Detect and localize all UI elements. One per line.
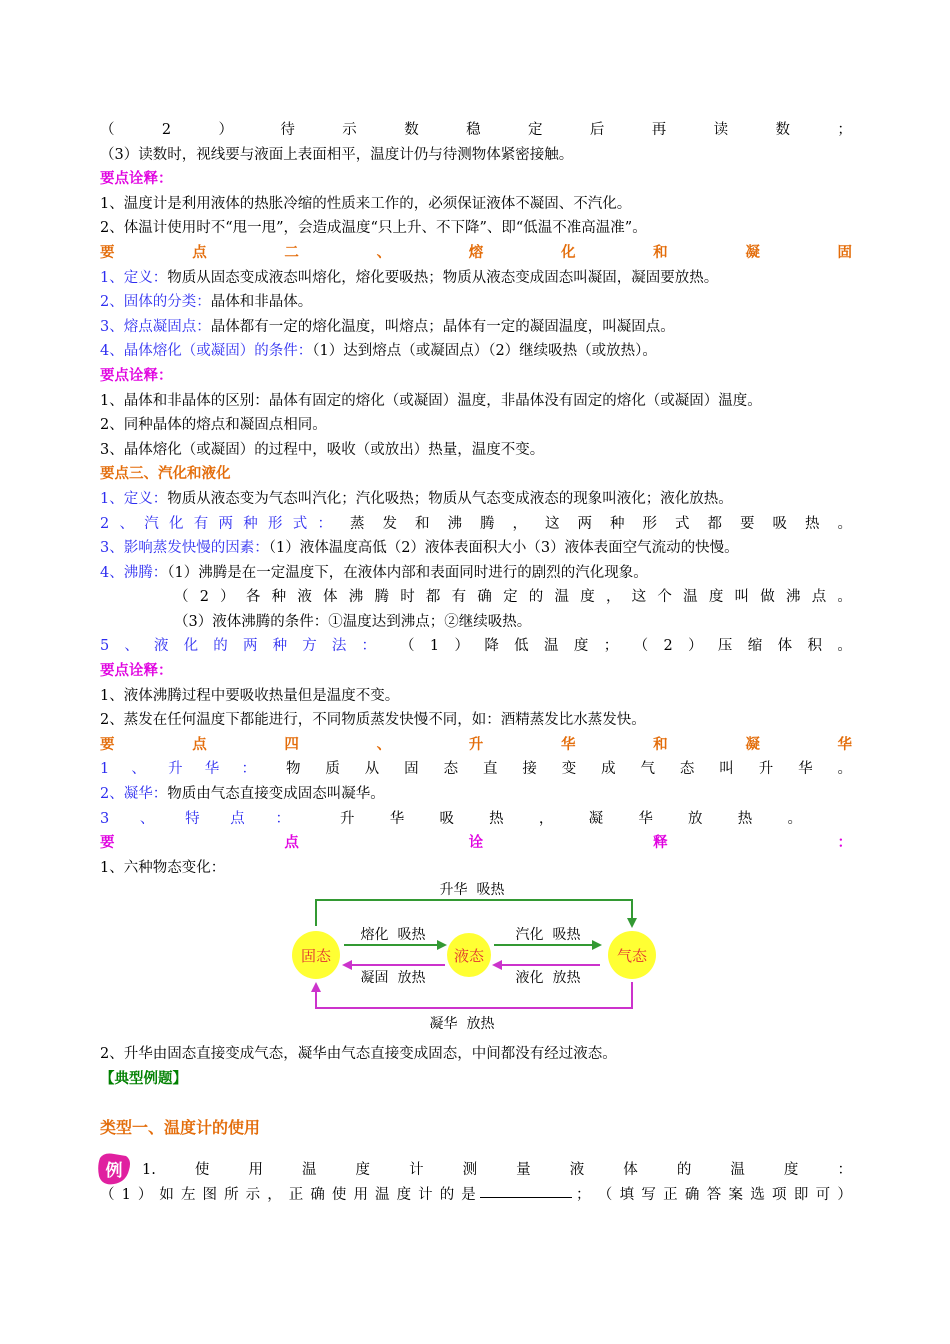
glyph: 种 [272, 638, 288, 655]
text-evap-factors: （1）液体温度高低（2）液体表面积大小（3）液体表面空气流动的快慢。 [268, 540, 739, 557]
glyph: 升 [468, 736, 484, 753]
glyph: 华 [798, 761, 813, 778]
glyph: 。 [787, 810, 802, 827]
glyph: ； [603, 638, 619, 655]
glyph: 使 [331, 1186, 347, 1203]
glyph: ） [220, 589, 235, 606]
glyph: 物 [286, 761, 301, 778]
glyph: 各 [245, 589, 261, 606]
glyph: 华 [389, 810, 405, 827]
glyph: 可 [815, 1186, 831, 1203]
glyph: 和 [653, 244, 668, 261]
glyph: 点 [284, 835, 299, 852]
glyph: 1 [100, 761, 110, 778]
glyph: 液 [569, 1162, 585, 1179]
glyph: 液 [154, 638, 169, 655]
line-two-forms [100, 512, 852, 537]
heading-key-explanation-1: 要点诠释： [100, 171, 173, 188]
glyph: 沸 [785, 589, 801, 606]
glyph: 5 [100, 638, 110, 655]
glyph: 化 [183, 638, 199, 655]
glyph: （ [100, 1186, 115, 1203]
glyph: 度 [708, 589, 724, 606]
glyph: 稳 [466, 122, 481, 138]
line-characteristics [100, 807, 852, 832]
glyph: 低 [514, 638, 529, 655]
glyph: 方 [302, 638, 317, 655]
glyph: 温 [375, 1186, 390, 1203]
glyph: ， [512, 515, 527, 532]
line-deposition [100, 782, 852, 807]
glyph: ） [454, 638, 469, 655]
line-sublimation [100, 757, 852, 782]
glyph: 态 [679, 761, 695, 778]
glyph: 种 [610, 515, 625, 532]
text-solid-class: 晶体和非晶体。 [210, 294, 313, 311]
glyph: 温 [301, 1162, 317, 1179]
label-vapor-definition: 1、定义： [100, 490, 168, 507]
glyph: 放 [688, 810, 703, 827]
glyph: 华 [837, 736, 852, 753]
glyph: 使 [194, 1162, 210, 1179]
heading-point-three: 要点三、汽化和液化 [100, 466, 231, 483]
glyph: 特 [185, 810, 200, 827]
line-boiling [100, 561, 852, 586]
glyph: 计 [418, 1186, 433, 1203]
glyph: 有 [451, 589, 467, 606]
glyph: 的 [528, 589, 544, 606]
text-example-part1-a [100, 1183, 476, 1208]
glyph: 1 [429, 638, 440, 655]
glyph: 直 [482, 761, 498, 778]
glyph: 体 [323, 589, 338, 606]
example-badge-label: 例 [105, 1161, 123, 1182]
line-clinical-thermometer: 2、体温计使用时不“甩一甩”，会造成温度“只上升、不下降”、即“低温不准高温准”。 [100, 220, 647, 237]
line-crystal-process: 3、晶体熔化（或凝固）的过程中，吸收（或放出）热量，温度不变。 [100, 441, 545, 458]
glyph: （ [174, 589, 189, 606]
label-characteristics [100, 807, 290, 832]
label-two-forms [100, 512, 332, 537]
glyph: 温 [730, 1162, 745, 1179]
glyph: 填 [619, 1186, 635, 1203]
glyph: （ [633, 638, 649, 655]
glyph: 度 [573, 638, 589, 655]
line-melting-point [100, 315, 852, 340]
glyph: 有 [193, 515, 209, 532]
glyph: 这 [545, 515, 560, 532]
glyph: 温 [683, 589, 698, 606]
glyph: 两 [577, 515, 592, 532]
glyph: 。 [837, 761, 852, 778]
glyph: ： [361, 638, 376, 655]
glyph: ， [538, 810, 554, 827]
glyph: 这 [631, 589, 647, 606]
glyph: 成 [601, 761, 616, 778]
glyph: 、 [376, 244, 392, 261]
glyph: 个 [657, 589, 672, 606]
glyph: 用 [353, 1186, 368, 1203]
melting-label: 熔化 吸热 [360, 927, 426, 944]
glyph: 、 [124, 638, 139, 655]
glyph: 即 [793, 1186, 809, 1203]
glyph: ； [837, 122, 852, 138]
text-vapor-definition: 物质从液态变为气态叫汽化；汽化吸热；物质从气态变成液态的现象叫液化；液化放热。 [167, 490, 733, 507]
glyph: ， [267, 1186, 282, 1203]
line-read-after-stable [100, 118, 852, 143]
label-definition: 1、定义： [100, 269, 168, 286]
glyph: 1 [121, 1186, 131, 1203]
line-crystal-difference: 1、晶体和非晶体的区别：晶体有固定的熔化（或凝固）温度，非晶体没有固定的熔化（或凝固）温度。 [100, 392, 762, 409]
gas-label: 气态 [616, 947, 648, 966]
sublimation-arrow [316, 900, 632, 926]
glyph: （ [597, 1186, 613, 1203]
text-sublimation [286, 757, 852, 782]
glyph: ： [275, 810, 290, 827]
glyph: 华 [638, 810, 653, 827]
line-boiling-condition: （3）液体沸腾的条件：①温度达到沸点；②继续吸热。 [174, 613, 532, 630]
glyph: ： [837, 1162, 852, 1179]
glyph: 的 [213, 638, 228, 655]
glyph: ： [241, 761, 256, 778]
glyph: ） [688, 638, 703, 655]
glyph: 蒸 [350, 515, 365, 532]
glyph: 做 [760, 589, 775, 606]
glyph: 要 [740, 515, 755, 532]
spacer [100, 1092, 852, 1116]
glyph: 升 [168, 761, 183, 778]
glyph: 。 [837, 515, 852, 532]
glyph: 计 [409, 1162, 424, 1179]
glyph: 法 [331, 638, 347, 655]
glyph: ） [137, 1186, 153, 1203]
line-six-changes: 1、六种物态变化： [100, 859, 226, 876]
glyph: 态 [443, 761, 459, 778]
glyph: 点 [811, 589, 827, 606]
glyph: 温 [544, 638, 559, 655]
glyph: 都 [707, 515, 722, 532]
glyph: 吸 [439, 810, 454, 827]
glyph: 式 [292, 515, 308, 532]
glyph: 都 [425, 589, 441, 606]
glyph: 2 [100, 515, 110, 532]
glyph: 时 [400, 589, 415, 606]
heading-typical-examples: 【典型例题】 [100, 1071, 187, 1087]
glyph: ： [317, 515, 332, 532]
glyph: 选 [750, 1186, 765, 1203]
glyph: ： [837, 835, 852, 852]
glyph: 固 [404, 761, 419, 778]
glyph: （ [100, 122, 115, 138]
glyph: 图 [202, 1186, 218, 1203]
glyph: 1. [142, 1162, 156, 1179]
text-example-part1-b [576, 1183, 852, 1208]
glyph: 释 [653, 835, 668, 852]
text-characteristics [340, 807, 852, 832]
spacer-2 [100, 1140, 852, 1158]
glyph: 升 [340, 810, 355, 827]
glyph: 和 [653, 736, 668, 753]
glyph: 固 [837, 244, 852, 261]
glyph: 熔 [468, 244, 484, 261]
glyph: ） [218, 122, 234, 138]
glyph: 凝 [745, 736, 760, 753]
glyph: 吸 [772, 515, 787, 532]
glyph: 沸 [348, 589, 364, 606]
line-thermometer-principle: 1、温度计是利用液体的热胀冷缩的性质来工作的，必须保证液体不凝固、不汽化。 [100, 195, 632, 212]
glyph: 热 [805, 515, 820, 532]
glyph: 华 [560, 736, 576, 753]
glyph: 示 [245, 1186, 261, 1203]
glyph: 二 [284, 244, 299, 261]
glyph: 点 [230, 810, 245, 827]
glyph: 种 [243, 515, 258, 532]
heading-point-four [100, 733, 852, 758]
glyph: 3 [100, 810, 110, 827]
glyph: 。 [837, 589, 852, 606]
glyph: 两 [218, 515, 233, 532]
glyph: 要 [100, 736, 115, 753]
glyph: 发 [382, 515, 397, 532]
label-liquefy-methods [100, 634, 376, 659]
glyph: 量 [516, 1162, 531, 1179]
glyph: 确 [684, 1186, 700, 1203]
glyph: 热 [737, 810, 753, 827]
glyph: 腾 [480, 515, 495, 532]
glyph: 气 [640, 761, 656, 778]
glyph: 式 [675, 515, 690, 532]
line-same-crystal: 2、同种晶体的熔点和凝固点相同。 [100, 417, 327, 434]
glyph: ， [605, 589, 621, 606]
glyph: 热 [489, 810, 504, 827]
glyph: 温 [554, 589, 570, 606]
glyph: ； [576, 1186, 591, 1203]
glyph: 确 [310, 1186, 325, 1203]
glyph: 接 [522, 761, 537, 778]
line-example-part1 [100, 1183, 852, 1208]
text-two-forms [350, 512, 852, 537]
glyph: 。 [837, 638, 852, 655]
glyph: 两 [242, 638, 258, 655]
vaporization-label: 汽化 吸热 [515, 927, 581, 944]
heading-key-explanation-4 [100, 831, 852, 856]
line-reading-rule: （3）读数时，视线要与液面上表面相平，温度计仍与待测物体紧密接触。 [100, 146, 574, 163]
glyph: 点 [192, 244, 207, 261]
glyph: 度 [355, 1162, 371, 1179]
text-deposition: 物质由气态直接变成固态叫凝华。 [167, 786, 385, 803]
glyph: 降 [484, 638, 499, 655]
line-sublimation-note: 2、升华由固态直接变成气态，凝华由气态直接变成固态，中间都没有经过液态。 [100, 1046, 617, 1063]
glyph: 化 [560, 244, 576, 261]
glyph: 华 [204, 761, 220, 778]
glyph: 如 [159, 1186, 174, 1203]
glyph: 项 [772, 1186, 787, 1203]
state-change-diagram [100, 882, 852, 1042]
glyph: 和 [415, 515, 430, 532]
glyph: 积 [807, 638, 822, 655]
glyph: 2 [199, 589, 209, 606]
glyph: 诠 [468, 835, 484, 852]
glyph: 后 [589, 122, 605, 138]
glyph: 2 [663, 638, 673, 655]
glyph: 缩 [747, 638, 763, 655]
text-melt-condition: （1）达到熔点（或凝固点）（2）继续吸热（或放热）。 [312, 343, 657, 360]
glyph: 凝 [588, 810, 604, 827]
glyph: 沸 [447, 515, 462, 532]
glyph: 正 [288, 1186, 304, 1203]
label-melt-condition: 4、晶体熔化（或凝固）的条件： [100, 343, 313, 360]
glyph: 质 [325, 761, 340, 778]
glyph: 答 [706, 1186, 722, 1203]
solid-label: 固态 [300, 947, 332, 966]
glyph: 种 [271, 589, 287, 606]
glyph: 点 [192, 736, 207, 753]
label-boiling: 4、沸腾： [100, 564, 168, 581]
line-boiling-heat: 1、液体沸腾过程中要吸收热量但是温度不变。 [100, 687, 400, 704]
liquid-label: 液态 [453, 947, 485, 966]
glyph: 确 [477, 589, 492, 606]
glyph: 的 [676, 1162, 692, 1179]
glyph: 叫 [734, 589, 750, 606]
line-solid-classification [100, 290, 852, 315]
sublimation-label: 升华 吸热 [439, 882, 505, 899]
glyph: 体 [623, 1162, 638, 1179]
text-melting-point: 晶体都有一定的熔化温度，叫熔点；晶体有一定的凝固温度，叫凝固点。 [210, 318, 675, 335]
deposition-label: 凝华 放热 [429, 1016, 495, 1033]
glyph: 的 [439, 1186, 455, 1203]
glyph: 凝 [745, 244, 760, 261]
example-badge-icon [96, 1152, 132, 1188]
glyph: 体 [777, 638, 793, 655]
glyph: 液 [297, 589, 312, 606]
label-melting-point: 3、熔点凝固点： [100, 318, 211, 335]
heading-key-explanation-3: 要点诠释： [100, 663, 173, 680]
heading-key-explanation-2: 要点诠释： [100, 367, 173, 384]
glyph: 要 [100, 244, 115, 261]
heading-type-one: 类型一、温度计的使用 [100, 1117, 261, 1137]
heading-point-two [100, 241, 852, 266]
line-boiling-point [100, 585, 852, 610]
example-block [100, 1158, 852, 1207]
glyph: 定 [527, 122, 543, 138]
text-definition: 物质从固态变成液态叫熔化，熔化要吸热；物质从液态变成固态叫凝固，凝固要放热。 [167, 269, 719, 286]
document-page [100, 118, 852, 1207]
glyph: 测 [462, 1162, 478, 1179]
glyph: 形 [642, 515, 657, 532]
text-boiling: （1）沸腾是在一定温度下，在液体内部和表面同时进行的剧烈的汽化现象。 [167, 564, 648, 581]
glyph: 度 [396, 1186, 412, 1203]
glyph: 数 [775, 122, 791, 138]
glyph: 汽 [144, 515, 159, 532]
glyph: 度 [783, 1162, 799, 1179]
glyph: 定 [503, 589, 518, 606]
glyph: 、 [131, 761, 146, 778]
glyph: 、 [119, 515, 134, 532]
label-deposition: 2、凝华： [100, 786, 168, 803]
glyph: 、 [376, 736, 392, 753]
glyph: 读 [713, 122, 729, 138]
line-melt-definition [100, 266, 852, 291]
line-evaporation-any-temp: 2、蒸发在任何温度下都能进行，不同物质蒸发快慢不同，如：酒精蒸发比水蒸发快。 [100, 712, 646, 729]
answer-blank[interactable] [480, 1183, 572, 1198]
glyph: 待 [280, 122, 295, 138]
glyph: 左 [180, 1186, 196, 1203]
glyph: 再 [651, 122, 667, 138]
glyph: 腾 [374, 589, 389, 606]
glyph: 2 [161, 122, 172, 138]
glyph: 数 [404, 122, 419, 138]
glyph: 变 [561, 761, 577, 778]
text-liquefy-methods [400, 634, 852, 659]
glyph: 用 [248, 1162, 263, 1179]
glyph: 化 [168, 515, 184, 532]
line-vaporization-definition [100, 487, 852, 512]
glyph: 从 [364, 761, 380, 778]
glyph: 写 [641, 1186, 656, 1203]
liquefaction-label: 液化 放热 [515, 970, 581, 987]
glyph: 正 [663, 1186, 678, 1203]
glyph: 度 [580, 589, 595, 606]
line-example-question [100, 1158, 852, 1183]
glyph: 压 [717, 638, 733, 655]
glyph: 案 [728, 1186, 743, 1203]
glyph: ） [837, 1186, 852, 1203]
freezing-label: 凝固 放热 [360, 970, 426, 987]
label-evap-factors: 3、影响蒸发快慢的因素： [100, 540, 269, 557]
glyph: 是 [461, 1186, 476, 1203]
state-change-svg [100, 882, 852, 1042]
glyph: 所 [224, 1186, 239, 1203]
glyph: 四 [284, 736, 299, 753]
line-melt-condition [100, 339, 852, 364]
glyph: 升 [758, 761, 774, 778]
label-solid-class: 2、固体的分类： [100, 294, 211, 311]
line-evaporation-factors [100, 536, 852, 561]
line-liquefy-methods [100, 634, 852, 659]
label-sublimation [100, 757, 256, 782]
glyph: （ [400, 638, 415, 655]
glyph: 、 [139, 810, 155, 827]
glyph: 示 [342, 122, 357, 138]
glyph: 形 [267, 515, 283, 532]
glyph: 要 [100, 835, 115, 852]
glyph: 叫 [719, 761, 734, 778]
